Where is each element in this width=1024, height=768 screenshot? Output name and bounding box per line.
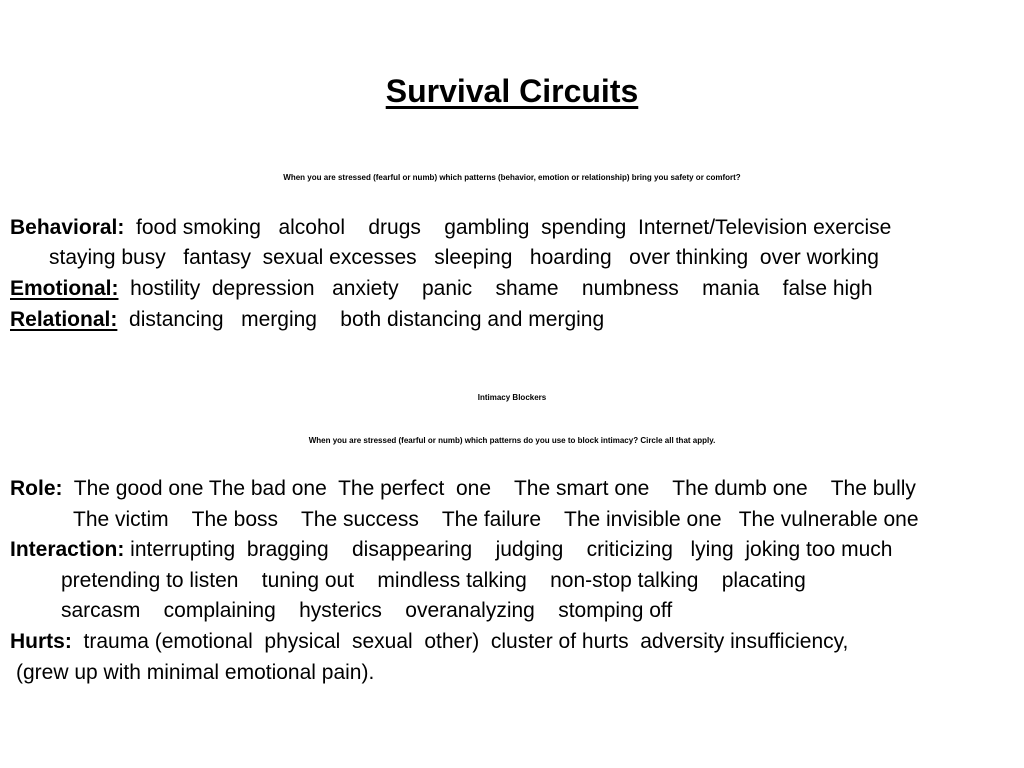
relational-label: Relational: xyxy=(10,308,118,331)
hurts-items-line1: trauma (emotional physical sexual other) cluster of hurts adversity insufficiency, xyxy=(71,630,849,653)
role-items-line2: The victim The boss The success The failure The invisible one The vulnerable one xyxy=(73,508,919,531)
relational-items: distancing merging both distancing and merging xyxy=(117,308,605,331)
interaction-items-line1: interrupting bragging disappearing judging criticizing lying joking too much xyxy=(124,538,893,561)
relational-row xyxy=(10,307,604,333)
interaction-label: Interaction: xyxy=(10,538,125,561)
interaction-items-line3: sarcasm complaining hysterics overanalyzing stomping off xyxy=(61,599,673,622)
survival-title: Survival Circuits xyxy=(385,73,639,109)
intimacy-title: Intimacy Blockers xyxy=(477,393,547,402)
interaction-items-line2: pretending to listen tuning out mindless talking non-stop talking placating xyxy=(61,569,806,592)
emotional-row xyxy=(10,276,873,302)
behavioral-row xyxy=(10,215,891,241)
interaction-row xyxy=(10,537,892,563)
hurts-label: Hurts: xyxy=(10,630,72,653)
hurts-row xyxy=(10,629,848,655)
emotional-label: Emotional: xyxy=(10,277,119,300)
survival-prompt: When you are stressed (fearful or numb) which patterns (behavior, emotion or relationship) bring you safety or comfort? xyxy=(283,173,741,182)
role-row xyxy=(10,476,916,502)
intimacy-prompt: When you are stressed (fearful or numb) which patterns do you use to block intimacy? Circle all that apply. xyxy=(308,436,716,445)
hurts-items-line2: (grew up with minimal emotional pain). xyxy=(16,661,375,684)
behavioral-items-line2: staying busy fantasy sexual excesses sleeping hoarding over thinking over working xyxy=(49,246,879,269)
role-items-line1: The good one The bad one The perfect one The smart one The dumb one The bully xyxy=(62,477,916,500)
behavioral-items-line1: food smoking alcohol drugs gambling spending Internet/Television exercise xyxy=(124,216,892,239)
role-label: Role: xyxy=(10,477,63,500)
emotional-items: hostility depression anxiety panic shame numbness mania false high xyxy=(118,277,873,300)
behavioral-label: Behavioral: xyxy=(10,216,125,239)
